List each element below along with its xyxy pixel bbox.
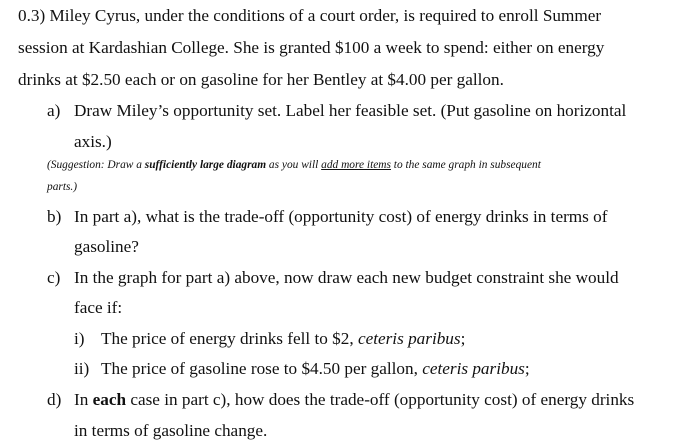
question-line-3: drinks at $2.50 each or on gasoline for her Bentley at $4.00 per gallon. (18, 70, 504, 89)
part-d-line-2: in terms of gasoline change. (74, 421, 268, 440)
part-c-line-2: face if: (74, 298, 123, 317)
question-line-2: session at Kardashian College. She is granted $100 a week to spend: either on energy (18, 38, 605, 57)
part-a-line-1 (47, 101, 626, 121)
part-a-label: a) (47, 101, 61, 120)
question-text-1: Miley Cyrus, under the conditions of a court order, is required to enroll Summer (49, 6, 602, 25)
suggestion-mid: as you will (266, 159, 322, 171)
part-d-pre: In (74, 390, 93, 409)
part-d-bold: each (92, 390, 127, 409)
part-c-sub-ii-label: ii) (74, 359, 90, 378)
part-c-line-1 (47, 268, 619, 288)
question-number: 0.3) (18, 6, 46, 25)
part-c-sub-ii-text: The price of gasoline rose to $4.50 per gallon, (101, 359, 423, 378)
part-a-line-2: axis.) (74, 132, 112, 151)
part-d-label: d) (47, 390, 62, 409)
suggestion-line-2: parts.) (47, 181, 78, 193)
suggestion-line-1 (47, 158, 541, 172)
part-b-label: b) (47, 207, 62, 226)
suggestion-bold: sufficiently large diagram (144, 159, 267, 171)
part-c-sub-ii-italic: ceteris paribus (422, 359, 525, 378)
part-d-text-1: case in part c), how does the trade-off (opportunity cost) of energy drinks (126, 390, 635, 409)
part-c-sub-i-label: i) (74, 329, 85, 348)
suggestion-underlined: add more items (321, 159, 391, 171)
part-c-label: c) (47, 268, 61, 287)
suggestion-end: to the same graph in subsequent (390, 159, 541, 171)
part-b-line-2: gasoline? (74, 237, 139, 256)
suggestion-open: (Suggestion: Draw a (47, 159, 145, 171)
part-c-sub-ii (74, 359, 530, 379)
part-b-text-1: In part a), what is the trade-off (opportunity cost) of energy drinks in terms of (74, 207, 608, 226)
part-c-sub-i-end: ; (460, 329, 466, 348)
question-line-1 (18, 6, 601, 26)
part-c-sub-i (74, 329, 465, 349)
part-c-sub-ii-end: ; (524, 359, 530, 378)
part-c-sub-i-text: The price of energy drinks fell to $2, (101, 329, 358, 348)
part-d-line-1 (47, 390, 634, 410)
part-c-text-1: In the graph for part a) above, now draw each new budget constraint she would (74, 268, 619, 287)
part-a-text-1: Draw Miley’s opportunity set. Label her feasible set. (Put gasoline on horizontal (74, 101, 627, 120)
part-b-line-1 (47, 207, 607, 227)
part-c-sub-i-italic: ceteris paribus (357, 329, 461, 348)
